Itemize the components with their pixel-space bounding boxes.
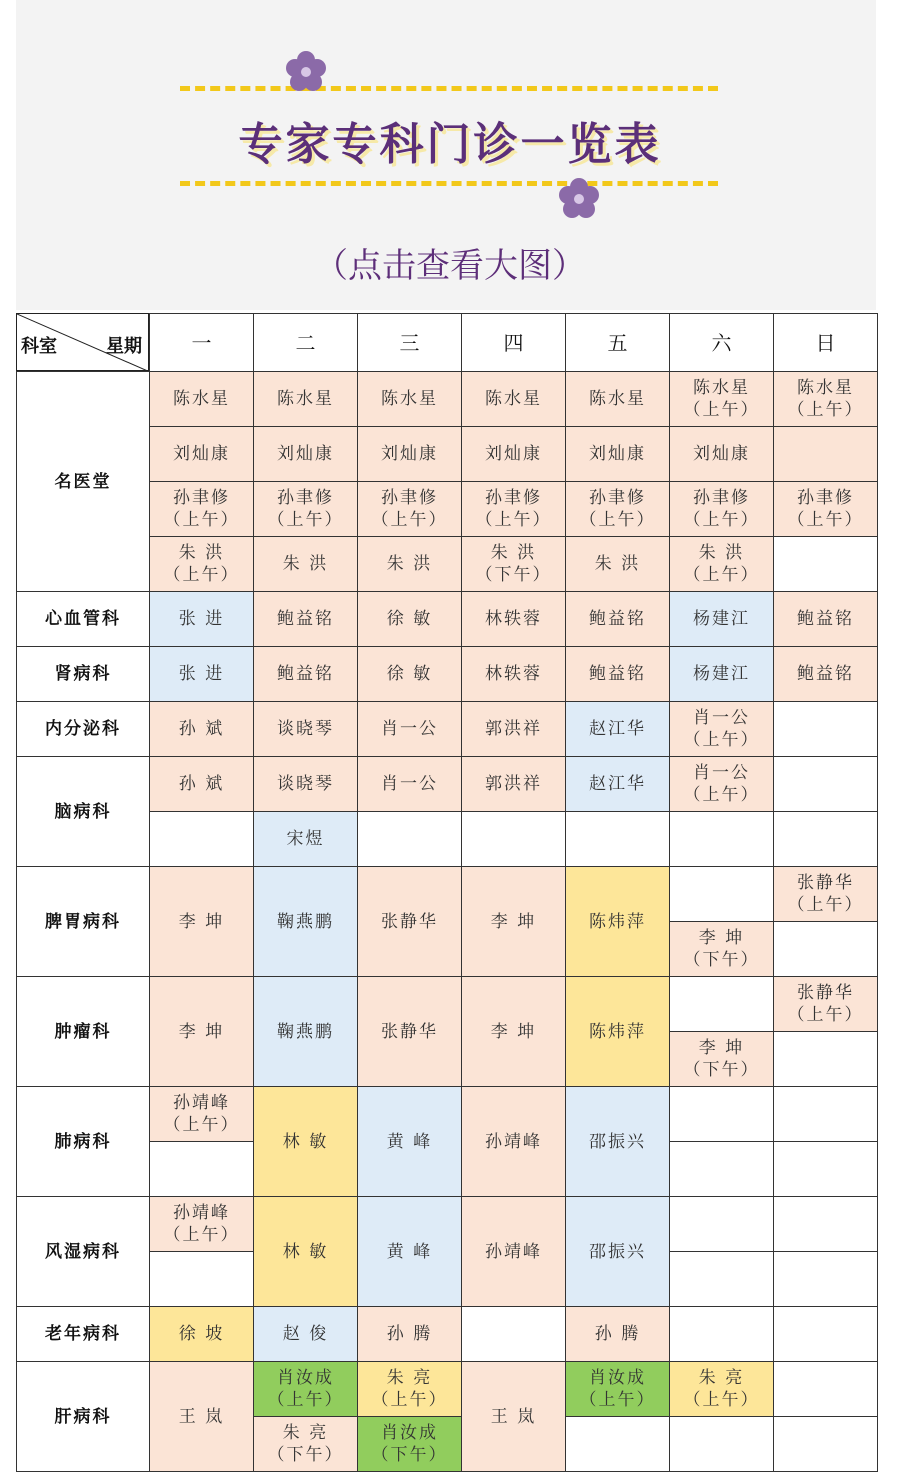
- schedule-cell: [149, 1141, 254, 1197]
- schedule-cell: 鲍益铭: [253, 591, 358, 647]
- schedule-cell: 陈炜萍: [565, 976, 670, 1087]
- schedule-cell: 郭洪祥: [461, 701, 566, 757]
- schedule-cell: [669, 976, 774, 1032]
- schedule-cell: [149, 1251, 254, 1307]
- schedule-cell: 林 敏: [253, 1196, 358, 1307]
- schedule-cell: 朱 洪 （上午）: [669, 536, 774, 592]
- schedule-cell: 朱 亮 （上午）: [669, 1361, 774, 1417]
- department-label: 风湿病科: [16, 1196, 150, 1307]
- schedule-cell: 谈晓琴: [253, 756, 358, 812]
- schedule-cell: 孙聿修 （上午）: [461, 481, 566, 537]
- schedule-cell: 李 坤: [461, 976, 566, 1087]
- department-label: 老年病科: [16, 1306, 150, 1362]
- top-dashed-line: [180, 86, 718, 91]
- schedule-cell: 徐 坡: [149, 1306, 254, 1362]
- schedule-cell: 张 进: [149, 646, 254, 702]
- schedule-cell: 孙聿修 （上午）: [565, 481, 670, 537]
- schedule-cell: 肖一公 （上午）: [669, 701, 774, 757]
- schedule-cell: [669, 811, 774, 867]
- schedule-cell: [669, 1306, 774, 1362]
- schedule-cell: 徐 敏: [357, 591, 462, 647]
- schedule-cell: 张静华 （上午）: [773, 976, 878, 1032]
- flower-icon: [283, 49, 329, 95]
- schedule-cell: 孙靖峰 （上午）: [149, 1086, 254, 1142]
- schedule-cell: 刘灿康: [461, 426, 566, 482]
- schedule-cell: 赵江华: [565, 756, 670, 812]
- schedule-cell: 李 坤: [149, 866, 254, 977]
- schedule-cell: [773, 1141, 878, 1197]
- weekday-header: 五: [565, 313, 670, 372]
- schedule-cell: 孙靖峰 （上午）: [149, 1196, 254, 1252]
- schedule-cell: 刘灿康: [253, 426, 358, 482]
- schedule-cell: 邵振兴: [565, 1086, 670, 1197]
- schedule-cell: 鲍益铭: [773, 591, 878, 647]
- schedule-cell: 邵振兴: [565, 1196, 670, 1307]
- schedule-cell: 谈晓琴: [253, 701, 358, 757]
- schedule-cell: 杨建江: [669, 646, 774, 702]
- corner-label-weekday: 星期: [106, 336, 142, 357]
- schedule-cell: [357, 811, 462, 867]
- schedule-cell: 陈水星 （上午）: [669, 371, 774, 427]
- schedule-cell: 肖汝成 （下午）: [357, 1416, 462, 1472]
- schedule-cell: 刘灿康: [149, 426, 254, 482]
- weekday-header: 三: [357, 313, 462, 372]
- schedule-cell: 黄 峰: [357, 1086, 462, 1197]
- schedule-cell: [773, 756, 878, 812]
- department-label: 脑病科: [16, 756, 150, 867]
- schedule-cell: 陈水星: [253, 371, 358, 427]
- schedule-cell: 朱 亮 （上午）: [357, 1361, 462, 1417]
- schedule-cell: 朱 亮 （下午）: [253, 1416, 358, 1472]
- schedule-cell: 孙聿修 （上午）: [357, 481, 462, 537]
- schedule-cell: 林轶蓉: [461, 646, 566, 702]
- schedule-cell: [461, 811, 566, 867]
- schedule-cell: [773, 1031, 878, 1087]
- weekday-header: 六: [669, 313, 774, 372]
- department-label: 内分泌科: [16, 701, 150, 757]
- schedule-cell: 孙聿修 （上午）: [253, 481, 358, 537]
- flower-icon: [556, 176, 602, 222]
- schedule-cell: 孙 腾: [565, 1306, 670, 1362]
- schedule-cell: 李 坤 （下午）: [669, 1031, 774, 1087]
- schedule-cell: 宋煜: [253, 811, 358, 867]
- schedule-cell: 王 岚: [149, 1361, 254, 1472]
- schedule-cell: 朱 洪: [357, 536, 462, 592]
- schedule-cell: [669, 1086, 774, 1142]
- schedule-cell: 孙靖峰: [461, 1196, 566, 1307]
- schedule-cell: 张 进: [149, 591, 254, 647]
- schedule-cell: [565, 1416, 670, 1472]
- schedule-cell: 孙 腾: [357, 1306, 462, 1362]
- schedule-cell: 刘灿康: [357, 426, 462, 482]
- schedule-cell: 孙 斌: [149, 756, 254, 812]
- schedule-cell: [773, 701, 878, 757]
- schedule-cell: [773, 811, 878, 867]
- table-corner-header: [16, 313, 149, 371]
- department-label: 肾病科: [16, 646, 150, 702]
- schedule-cell: 陈水星: [149, 371, 254, 427]
- schedule-cell: [773, 1196, 878, 1252]
- schedule-cell: 徐 敏: [357, 646, 462, 702]
- schedule-cell: 张静华 （上午）: [773, 866, 878, 922]
- schedule-cell: 张静华: [357, 976, 462, 1087]
- schedule-cell: 赵江华: [565, 701, 670, 757]
- schedule-cell: 朱 洪: [565, 536, 670, 592]
- schedule-cell: 朱 洪 （上午）: [149, 536, 254, 592]
- schedule-cell: 陈水星 （上午）: [773, 371, 878, 427]
- schedule-cell: [773, 921, 878, 977]
- schedule-cell: 朱 洪 （下午）: [461, 536, 566, 592]
- schedule-cell: 肖汝成 （上午）: [565, 1361, 670, 1417]
- schedule-cell: 孙 斌: [149, 701, 254, 757]
- schedule-cell: 鞠燕鹏: [253, 866, 358, 977]
- schedule-cell: 孙聿修 （上午）: [773, 481, 878, 537]
- schedule-cell: 鲍益铭: [565, 591, 670, 647]
- department-label: 心血管科: [16, 591, 150, 647]
- view-large-image-link[interactable]: （点击查看大图）: [314, 246, 586, 286]
- schedule-cell: 陈水星: [461, 371, 566, 427]
- schedule-cell: [565, 811, 670, 867]
- department-label: 肝病科: [16, 1361, 150, 1472]
- schedule-cell: 李 坤: [149, 976, 254, 1087]
- schedule-cell: [149, 811, 254, 867]
- schedule-cell: 孙聿修 （上午）: [669, 481, 774, 537]
- schedule-cell: 赵 俊: [253, 1306, 358, 1362]
- department-label: 脾胃病科: [16, 866, 150, 977]
- schedule-cell: [773, 1306, 878, 1362]
- schedule-cell: 陈水星: [565, 371, 670, 427]
- schedule-cell: 朱 洪: [253, 536, 358, 592]
- schedule-cell: 王 岚: [461, 1361, 566, 1472]
- schedule-cell: 孙靖峰: [461, 1086, 566, 1197]
- schedule-cell: [773, 1086, 878, 1142]
- schedule-cell: 陈水星: [357, 371, 462, 427]
- schedule-cell: [669, 1251, 774, 1307]
- schedule-cell: 林轶蓉: [461, 591, 566, 647]
- schedule-cell: 鲍益铭: [565, 646, 670, 702]
- schedule-cell: 肖一公: [357, 756, 462, 812]
- schedule-cell: 肖一公: [357, 701, 462, 757]
- schedule-cell: 刘灿康: [669, 426, 774, 482]
- schedule-cell: [669, 1416, 774, 1472]
- corner-label-department: 科室: [21, 336, 57, 357]
- weekday-header: 二: [253, 313, 358, 372]
- schedule-cell: 张静华: [357, 866, 462, 977]
- weekday-header: 四: [461, 313, 566, 372]
- department-label: 肿瘤科: [16, 976, 150, 1087]
- department-label: 肺病科: [16, 1086, 150, 1197]
- department-label: 名医堂: [16, 371, 150, 592]
- schedule-cell: [773, 426, 878, 482]
- schedule-cell: [773, 1416, 878, 1472]
- weekday-header: 一: [149, 313, 254, 372]
- schedule-cell: 李 坤 （下午）: [669, 921, 774, 977]
- schedule-cell: [773, 1361, 878, 1417]
- schedule-cell: 刘灿康: [565, 426, 670, 482]
- schedule-cell: [669, 866, 774, 922]
- schedule-cell: [669, 1141, 774, 1197]
- schedule-cell: 黄 峰: [357, 1196, 462, 1307]
- schedule-cell: 陈炜萍: [565, 866, 670, 977]
- schedule-cell: 肖一公 （上午）: [669, 756, 774, 812]
- schedule-cell: 肖汝成 （上午）: [253, 1361, 358, 1417]
- weekday-header: 日: [773, 313, 878, 372]
- schedule-cell: 郭洪祥: [461, 756, 566, 812]
- schedule-cell: 林 敏: [253, 1086, 358, 1197]
- schedule-cell: [669, 1196, 774, 1252]
- schedule-cell: [773, 1251, 878, 1307]
- schedule-cell: [461, 1306, 566, 1362]
- schedule-cell: 鲍益铭: [253, 646, 358, 702]
- schedule-cell: [773, 536, 878, 592]
- schedule-cell: 鲍益铭: [773, 646, 878, 702]
- schedule-cell: 孙聿修 （上午）: [149, 481, 254, 537]
- bottom-dashed-line: [180, 181, 718, 186]
- schedule-cell: 李 坤: [461, 866, 566, 977]
- schedule-cell: 鞠燕鹏: [253, 976, 358, 1087]
- schedule-cell: 杨建江: [669, 591, 774, 647]
- page-title: 专家专科门诊一览表: [238, 119, 662, 170]
